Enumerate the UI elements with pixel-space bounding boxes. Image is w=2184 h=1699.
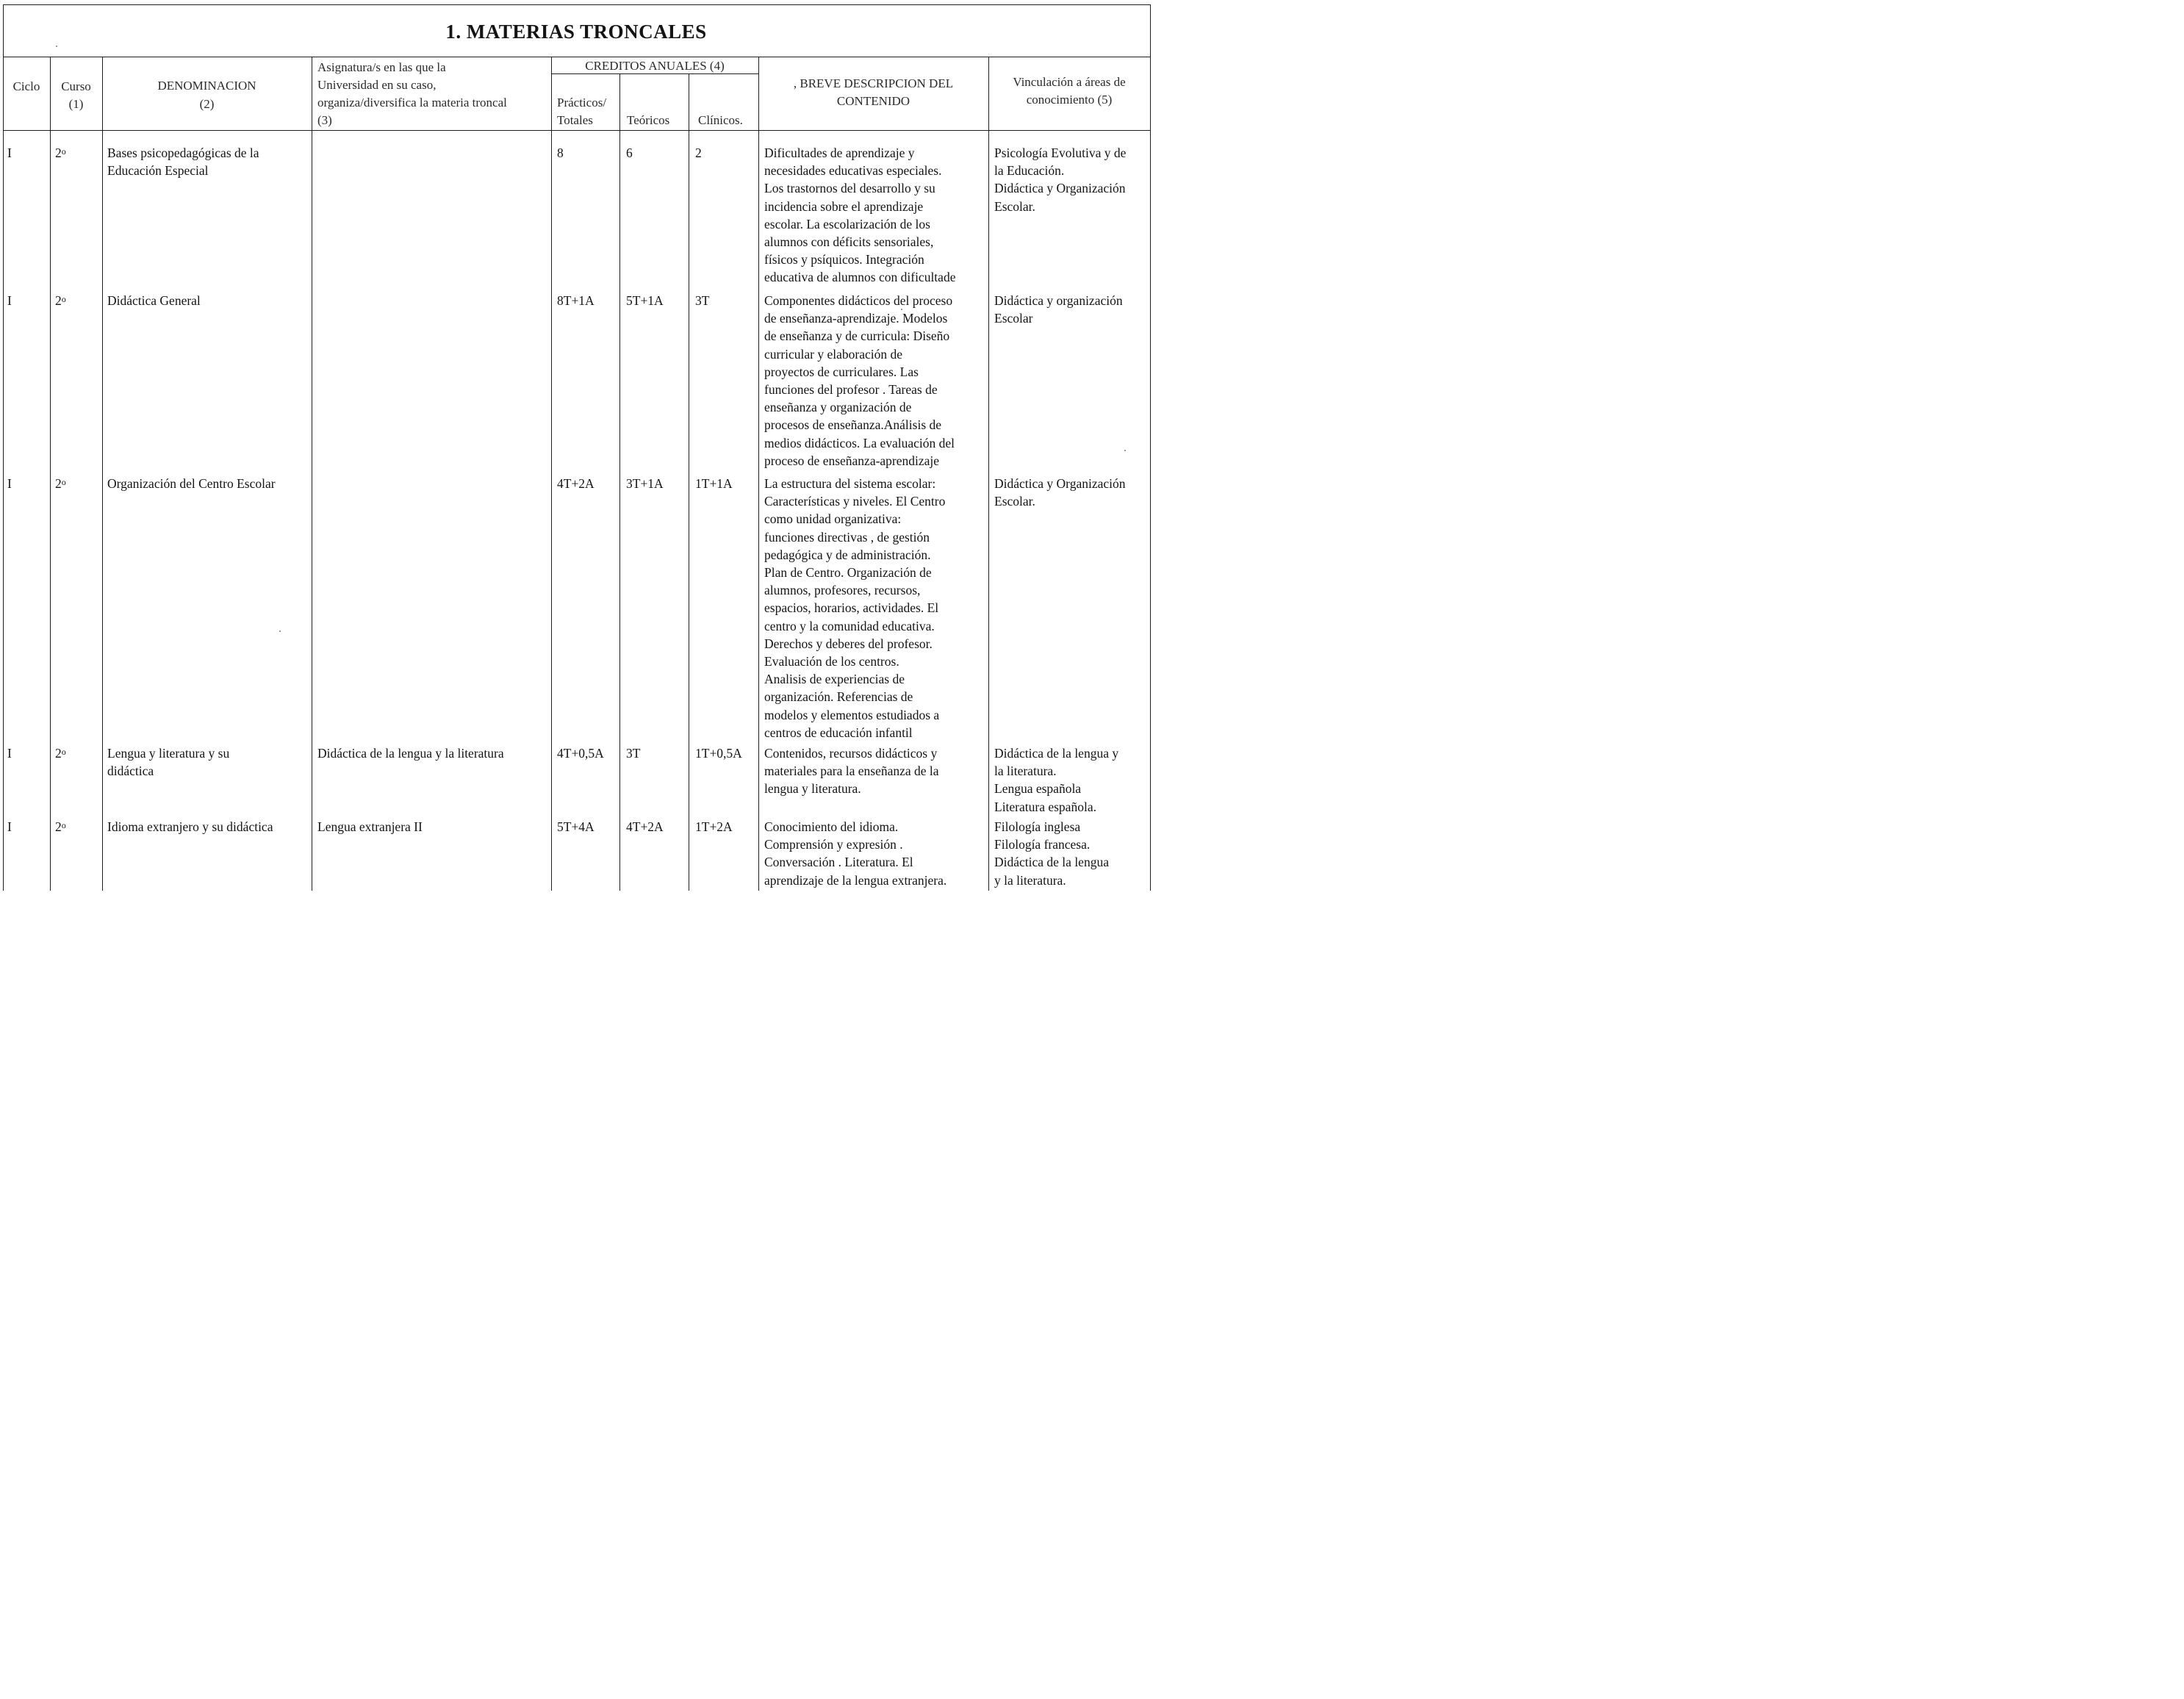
row-practicos-totales: 8 <box>557 146 564 160</box>
row-descripcion-line: Los trastornos del desarrollo y su <box>764 181 935 196</box>
table-left-border <box>3 4 4 891</box>
row-practicos-totales: 8T+1A <box>557 293 595 308</box>
row-descripcion-line: Contenidos, recursos didácticos y <box>764 746 938 761</box>
row-denominacion-line: Lengua y literatura y su <box>107 746 230 761</box>
row-curso-cell <box>55 744 66 762</box>
row-vinculacion-line: Filología inglesa <box>994 819 1081 834</box>
row-vinculacion-line: Escolar. <box>994 198 1035 214</box>
row-vinculacion-line: Escolar. <box>994 494 1035 509</box>
row-teoricos: 4T+2A <box>626 819 664 834</box>
row-curso-number: 2 <box>55 293 62 308</box>
row-teoricos: 3T <box>626 746 641 761</box>
row-clinicos: 1T+1A <box>695 476 733 491</box>
header-denominacion-note: (2) <box>199 97 215 111</box>
row-denominacion-line: Didáctica General <box>107 293 201 308</box>
header-creditos-anuales: CREDITOS ANUALES (4) <box>585 59 725 73</box>
header-descripcion-line: CONTENIDO <box>836 94 910 108</box>
row-ciclo: I <box>7 476 12 491</box>
row-descripcion-line: incidencia sobre el aprendizaje <box>764 198 924 214</box>
header-clinicos: Clínicos. <box>698 113 743 127</box>
row-descripcion-line: proyectos de curriculares. Las <box>764 364 919 379</box>
row-descripcion-line: físicos y psíquicos. Integración <box>764 252 924 267</box>
row-descripcion-line: aprendizaje de la lengua extranjera. <box>764 872 947 888</box>
row-descripcion-line: centros de educación infantil <box>764 725 913 740</box>
page-title: 1. MATERIAS TRONCALES <box>445 21 707 43</box>
row-teoricos: 5T+1A <box>626 293 664 308</box>
header-curso-note: (1) <box>68 97 84 111</box>
row-descripcion-line: Componentes didácticos del proceso <box>764 293 953 308</box>
row-curso-ordinal: o <box>61 747 66 757</box>
col-divider-descripcion <box>758 57 759 891</box>
row-clinicos: 3T <box>695 293 710 308</box>
header-asignatura-line: organiza/diversifica la materia troncal <box>317 96 507 109</box>
row-descripcion-line: modelos y elementos estudiados a <box>764 707 940 722</box>
scan-speck <box>901 309 902 310</box>
row-curso-number: 2 <box>55 746 62 761</box>
row-clinicos: 2 <box>695 146 702 160</box>
row-practicos-totales: 4T+2A <box>557 476 595 491</box>
row-vinculacion-line: Psicología Evolutiva y de <box>994 146 1127 160</box>
col-divider-curso <box>50 57 51 891</box>
row-practicos-totales: 5T+4A <box>557 819 595 834</box>
row-descripcion-line: medios didácticos. La evaluación del <box>764 435 955 450</box>
row-denominacion-line: Organización del Centro Escolar <box>107 476 276 491</box>
row-denominacion-line: Bases psicopedagógicas de la <box>107 146 259 160</box>
row-denominacion-line: Educación Especial <box>107 163 209 179</box>
col-divider-practicos <box>551 57 552 891</box>
col-divider-teoricos <box>619 73 620 891</box>
row-descripcion-line: Derechos y deberes del profesor. <box>764 636 933 651</box>
row-curso-number: 2 <box>55 146 62 160</box>
row-descripcion-line: Características y niveles. El Centro <box>764 494 946 509</box>
row-descripcion-line: Analisis de experiencias de <box>764 672 905 687</box>
row-descripcion-line: escolar. La escolarización de los <box>764 216 930 231</box>
row-vinculacion-line: Filología francesa. <box>994 837 1091 852</box>
row-vinculacion-line: y la literatura. <box>994 872 1066 888</box>
header-descripcion-line: , BREVE DESCRIPCION DEL <box>793 76 954 90</box>
row-descripcion-line: Dificultades de aprendizaje y <box>764 146 915 160</box>
row-descripcion-line: La estructura del sistema escolar: <box>764 476 936 491</box>
header-denominacion: DENOMINACION <box>157 79 256 93</box>
table-top-border <box>3 4 1151 5</box>
row-ciclo: I <box>7 146 12 160</box>
row-descripcion-line: Comprensión y expresión . <box>764 837 903 852</box>
row-practicos-totales: 4T+0,5A <box>557 746 604 761</box>
row-vinculacion-line: Literatura española. <box>994 799 1096 814</box>
row-descripcion-line: organización. Referencias de <box>764 689 913 705</box>
header-vinculacion-line: Vinculación a áreas de <box>1013 75 1126 89</box>
document-page <box>0 0 1152 897</box>
row-descripcion-line: proceso de enseñanza-aprendizaje <box>764 453 940 468</box>
header-asignatura-line: Asignatura/s en las que la <box>317 60 446 74</box>
row-vinculacion-line: Didáctica y organización <box>994 293 1123 308</box>
row-descripcion-line: procesos de enseñanza.Análisis de <box>764 417 942 433</box>
table-right-border <box>1150 4 1151 891</box>
row-descripcion-line: materiales para la enseñanza de la <box>764 764 939 779</box>
row-curso-cell <box>55 292 66 309</box>
row-descripcion-line: lengua y literatura. <box>764 781 861 797</box>
row-vinculacion-line: la literatura. <box>994 764 1057 779</box>
row-asignatura-line: Lengua extranjera II <box>317 819 423 834</box>
row-descripcion-line: de enseñanza y de curricula: Diseño <box>764 328 950 344</box>
header-bottom-border <box>3 130 1151 131</box>
row-descripcion-line: Conversación . Literatura. El <box>764 855 913 870</box>
row-ciclo: I <box>7 819 12 834</box>
header-teoricos: Teóricos <box>627 113 670 127</box>
row-curso-ordinal: o <box>61 820 66 830</box>
row-descripcion-line: Conocimiento del idioma. <box>764 819 899 834</box>
row-vinculacion-line: Didáctica de la lengua y <box>994 746 1119 761</box>
row-curso-cell <box>55 144 66 162</box>
row-ciclo: I <box>7 746 12 761</box>
row-vinculacion-line: Escolar <box>994 311 1033 326</box>
row-curso-cell <box>55 475 66 492</box>
col-divider-denominacion <box>102 57 103 891</box>
row-descripcion-line: Plan de Centro. Organización de <box>764 565 932 580</box>
row-curso-ordinal: o <box>61 477 66 487</box>
header-asignatura-line: Universidad en su caso, <box>317 78 437 92</box>
row-teoricos: 6 <box>626 146 633 160</box>
row-asignatura-line: Didáctica de la lengua y la literatura <box>317 746 504 761</box>
row-descripcion-line: alumnos, profesores, recursos, <box>764 583 921 598</box>
row-teoricos: 3T+1A <box>626 476 664 491</box>
row-ciclo: I <box>7 293 12 308</box>
row-clinicos: 1T+2A <box>695 819 733 834</box>
scan-speck <box>1124 450 1126 451</box>
scan-speck <box>279 631 281 632</box>
header-curso: Curso <box>61 79 91 93</box>
row-vinculacion-line: Lengua española <box>994 781 1082 797</box>
row-curso-ordinal: o <box>61 146 66 157</box>
row-descripcion-line: espacios, horarios, actividades. El <box>764 600 939 616</box>
row-descripcion-line: funciones directivas , de gestión <box>764 529 930 545</box>
row-descripcion-line: alumnos con déficits sensoriales, <box>764 234 934 249</box>
row-vinculacion-line: la Educación. <box>994 163 1065 179</box>
row-curso-number: 2 <box>55 476 62 491</box>
header-practicos-line: Totales <box>557 113 593 127</box>
row-descripcion-line: Evaluación de los centros. <box>764 654 899 669</box>
scan-speck <box>56 46 57 47</box>
row-denominacion-line: Idioma extranjero y su didáctica <box>107 819 273 834</box>
row-descripcion-line: como unidad organizativa: <box>764 511 902 527</box>
header-asignatura-line: (3) <box>317 113 332 127</box>
row-descripcion-line: curricular y elaboración de <box>764 346 903 362</box>
header-practicos-line: Prácticos/ <box>557 96 607 109</box>
row-vinculacion-line: Didáctica de la lengua <box>994 855 1109 870</box>
header-vinculacion-line: conocimiento (5) <box>1026 93 1113 107</box>
col-divider-vinculacion <box>988 57 989 891</box>
row-descripcion-line: enseñanza y organización de <box>764 400 912 415</box>
row-descripcion-line: de enseñanza-aprendizaje. Modelos <box>764 311 948 326</box>
header-ciclo: Ciclo <box>12 79 40 93</box>
row-curso-number: 2 <box>55 819 62 834</box>
row-descripcion-line: funciones del profesor . Tareas de <box>764 382 938 397</box>
row-descripcion-line: pedagógica y de administración. <box>764 547 931 562</box>
row-clinicos: 1T+0,5A <box>695 746 742 761</box>
row-vinculacion-line: Didáctica y Organización <box>994 181 1126 196</box>
row-curso-cell <box>55 818 66 836</box>
row-vinculacion-line: Didáctica y Organización <box>994 476 1126 491</box>
row-descripcion-line: centro y la comunidad educativa. <box>764 618 935 633</box>
row-denominacion-line: didáctica <box>107 764 154 779</box>
row-descripcion-line: necesidades educativas especiales. <box>764 163 942 179</box>
row-descripcion-line: educativa de alumnos con dificultade <box>764 270 956 285</box>
row-curso-ordinal: o <box>61 294 66 304</box>
